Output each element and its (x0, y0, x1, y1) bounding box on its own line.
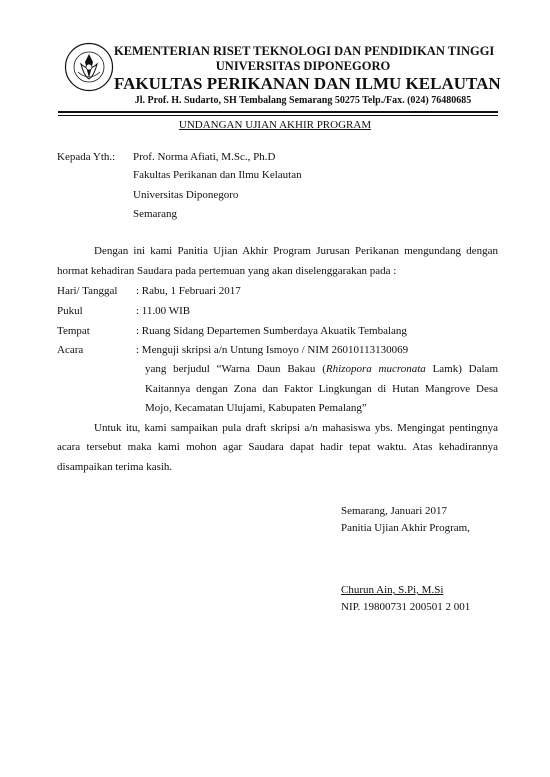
time-label: Pukul (57, 305, 83, 317)
intro-line-1: Dengan ini kami Panitia Ujian Akhir Program Jurusan Perikanan mengundang dengan (94, 245, 498, 257)
letterhead-rule-thin (58, 115, 498, 116)
event-label: Acara (57, 344, 84, 356)
letterhead-ministry: KEMENTERIAN RISET TEKNOLOGI DAN PENDIDIKAN TINGGI (114, 44, 495, 58)
closing-line-2: acara tersebut maka kami mohon agar Saudara dapat hadir tepat waktu. Atas kehadirannya (57, 441, 498, 453)
recipient-label: Kepada Yth.: (57, 151, 116, 163)
letterhead-university: UNIVERSITAS DIPONEGORO (215, 59, 391, 73)
closing-line-1: Untuk itu, kami sampaikan pula draft skripsi a/n mahasiswa ybs. Mengingat pentingnya (94, 422, 498, 434)
recipient-university: Universitas Diponegoro (133, 189, 239, 201)
letterhead-rule-thick (58, 111, 498, 113)
intro-line-2: hormat kehadiran Saudara pada pertemuan yang akan diselenggarakan pada : (57, 265, 397, 277)
species-name: Rhizopora mucronata (325, 363, 426, 375)
recipient-city: Semarang (133, 208, 177, 220)
place-value: : Ruang Sidang Departemen Sumberdaya Akuatik Tembalang (136, 325, 407, 337)
recipient-name: Prof. Norma Afiati, M.Sc., Ph.D (133, 151, 276, 163)
closing-line-3: disampaikan terima kasih. (57, 461, 173, 473)
day-label: Hari/ Tanggal (57, 285, 118, 297)
event-title-part-b: Lamk) Dalam (425, 363, 498, 375)
recipient-faculty: Fakultas Perikanan dan Ilmu Kelautan (133, 169, 302, 181)
university-seal-logo (64, 42, 114, 92)
signature-place-date: Semarang, Januari 2017 (341, 505, 447, 517)
event-title-line-3: Mojo, Kecamatan Ulujami, Kabupaten Pemalang” (145, 402, 367, 414)
letterhead-faculty: FAKULTAS PERIKANAN DAN ILMU KELAUTAN (114, 74, 501, 93)
day-value: : Rabu, 1 Februari 2017 (136, 285, 241, 297)
event-title-part-a: yang berjudul “Warna Daun Bakau ( (145, 363, 326, 375)
letterhead-address: Jl. Prof. H. Sudarto, SH Tembalang Semarang 50275 Telp./Fax. (024) 76480685 (134, 95, 472, 106)
signature-name: Churun Ain, S.Pi, M.Si (341, 584, 444, 596)
place-label: Tempat (57, 325, 90, 337)
signature-committee: Panitia Ujian Akhir Program, (341, 522, 470, 534)
time-value: : 11.00 WIB (136, 305, 191, 317)
letter-title: UNDANGAN UJIAN AKHIR PROGRAM (178, 119, 372, 131)
event-title-line-2: Kaitannya dengan Zona dan Faktor Lingkungan di Hutan Mangrove Desa (145, 383, 498, 395)
event-title-line-1 (145, 363, 498, 375)
signature-nip: NIP. 19800731 200501 2 001 (341, 601, 471, 613)
event-value: : Menguji skripsi a/n Untung Ismoyo / NIM 26010113130069 (136, 344, 409, 356)
